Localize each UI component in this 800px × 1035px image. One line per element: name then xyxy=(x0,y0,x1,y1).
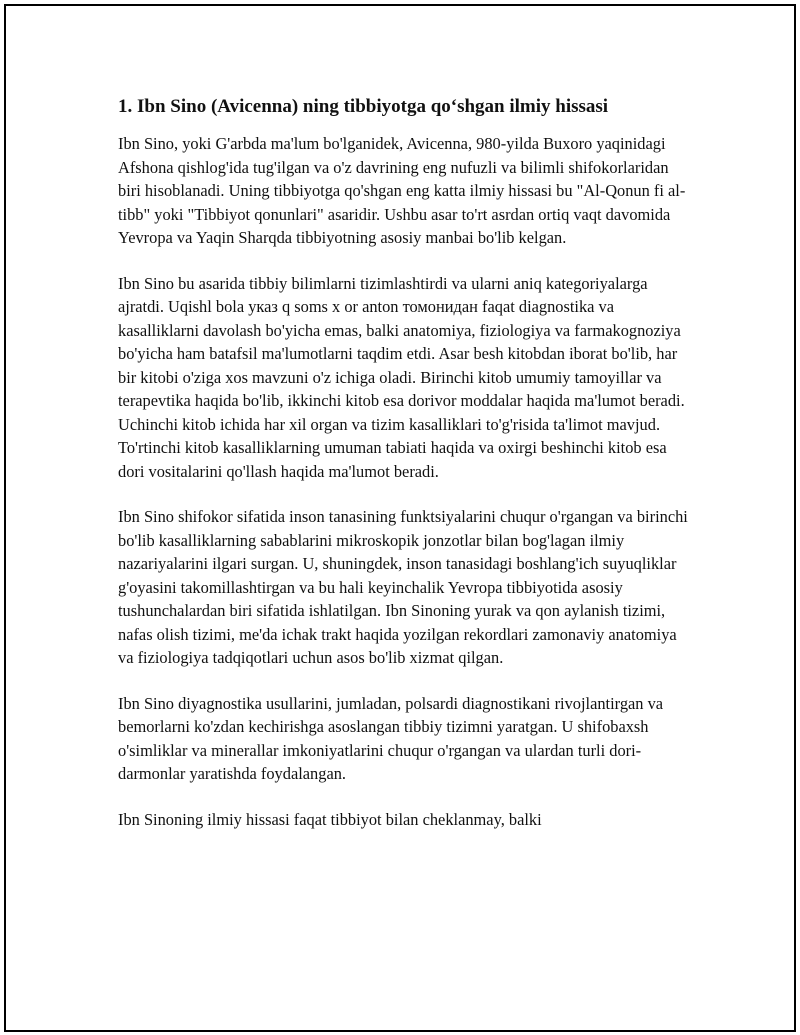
paragraph-3: Ibn Sino shifokor sifatida inson tanasining funktsiyalarini chuqur o'rgangan va birinchi bo'lib kasalliklarning sabablarini mikroskopik jonzotlar bilan bog'lagan ilmiy nazariyalarini ilgari surgan. U, shuningdek, inson tanasidagi boshlang'ich suyuqliklar g'oyasini takomillashtirgan va bu hali keyinchalik Yevropa tibbiyotida asosiy tushunchalardan biri sifatida ishlatilgan. Ibn Sinoning yurak va qon aylanish tizimi, nafas olish tizimi, me'da ichak trakt haqida yozilgan rekordlari zamonaviy anatomiya va fiziologiya tadqiqotlari uchun asos bo'lib xizmat qilgan. xyxy=(118,507,688,667)
paragraph-1: Ibn Sino, yoki G'arbda ma'lum bo'lganidek, Avicenna, 980-yilda Buxoro yaqinidagi Afshona qishlog'ida tug'ilgan va o'z davrining eng nufuzli va bilimli shifokorlaridan biri hisoblanadi. Uning tibbiyotga qo'shgan eng katta ilmiy hissasi bu "Al-Qonun fi al-tibb" yoki "Tibbiyot qonunlari" asaridir. Ushbu asar to'rt asrdan ortiq vaqt davomida Yevropa va Yaqin Sharqda tibbiyotning asosiy manbai bo'lib kelgan. xyxy=(118,134,686,247)
paragraph-5: Ibn Sinoning ilmiy hissasi faqat tibbiyot bilan cheklanmay, balki xyxy=(118,809,542,829)
paragraph-4: Ibn Sino diyagnostika usullarini, jumladan, polsardi diagnostikani rivojlantirgan va bemorlarni ko'zdan kechirishga asoslangan tibbiy tizimni yaratgan. U shifobaxsh o'simliklar va minerallar imkoniyatlarini chuqur o'rgangan va ulardan turli dori-darmonlar yaratishda foydalangan. xyxy=(118,693,664,783)
document-title: 1. Ibn Sino (Avicenna) ning tibbiyotga qo‘shgan ilmiy hissasi xyxy=(118,96,609,117)
document-body xyxy=(118,94,688,853)
paragraph-2: Ibn Sino bu asarida tibbiy bilimlarni tizimlashtirdi va ularni aniq kategoriyalarga ajratdi. Uqishl bola указ q soms x or anton томонидан faqat diagnostika va kasalliklarni davolash bo'yicha emas, balki anatomiya, fiziologiya va farmakognoziya bo'yicha ham batafsil ma'lumotlarni taqdim etdi. Asar besh kitobdan iborat bo'lib, har bir kitobi o'ziga xos mavzuni o'z ichiga oladi. Birinchi kitob umumiy tamoyillar va terapevtika haqida bo'lib, ikkinchi kitob esa dorivor moddalar haqida ma'lumot beradi. Uchinchi kitob ichida har xil organ va tizim kasalliklari to'g'risida ta'limot mavjud. To'rtinchi kitob kasalliklarning umuman tabiati haqida va oxirgi beshinchi kitob esa dori vositalarini qo'llash haqida ma'lumot beradi. xyxy=(118,273,685,481)
